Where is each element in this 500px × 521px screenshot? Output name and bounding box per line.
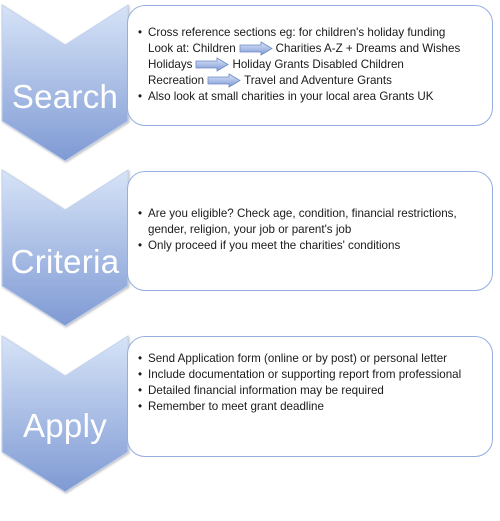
list-item <box>138 399 484 415</box>
bullet-text: Cross reference sections eg: for children's holiday funding <box>148 26 446 39</box>
lookat-intro: Look at: Children <box>148 41 236 55</box>
step-label-search: Search <box>11 78 119 115</box>
bullet-text: Remember to meet grant deadline <box>148 399 324 413</box>
chevron-apply <box>0 334 135 494</box>
holidays-from: Holidays <box>148 57 193 71</box>
lookat-line <box>148 41 484 57</box>
recreation-line <box>148 73 484 89</box>
recreation-from: Recreation <box>148 73 205 87</box>
bullet-text: Include documentation or supporting report from professional <box>148 367 462 381</box>
list-item <box>138 206 484 238</box>
card-criteria <box>127 171 493 291</box>
card-search <box>127 5 493 126</box>
recreation-to: Travel and Adventure Grants <box>244 73 392 87</box>
card-apply <box>127 336 493 457</box>
list-item <box>138 367 484 383</box>
right-arrow-icon <box>195 57 229 72</box>
chevron-criteria <box>0 168 135 328</box>
holidays-line <box>148 57 484 73</box>
list-item <box>138 238 484 254</box>
step-label-apply: Apply <box>22 407 108 444</box>
holidays-to: Holiday Grants Disabled Children <box>232 57 404 71</box>
step-label-criteria: Criteria <box>10 243 120 280</box>
list-item <box>138 89 484 105</box>
list-item <box>138 351 484 367</box>
bullet-text: Detailed financial information may be required <box>148 383 384 397</box>
lookat-target: Charities A-Z + Dreams and Wishes <box>275 41 461 55</box>
bullet-text: Are you eligible? Check age, condition, financial restrictions, gender, religion, your job or parent's job <box>148 207 457 236</box>
list-item <box>138 25 484 89</box>
right-arrow-icon <box>207 73 241 88</box>
bullet-text: Send Application form (online or by post) or personal letter <box>148 352 448 365</box>
list-item <box>138 383 484 399</box>
bullet-text: Also look at small charities in your local area Grants UK <box>148 89 434 103</box>
bullet-text: Only proceed if you meet the charities' conditions <box>148 238 401 252</box>
chevron-search <box>0 3 135 163</box>
right-arrow-icon <box>239 41 273 56</box>
